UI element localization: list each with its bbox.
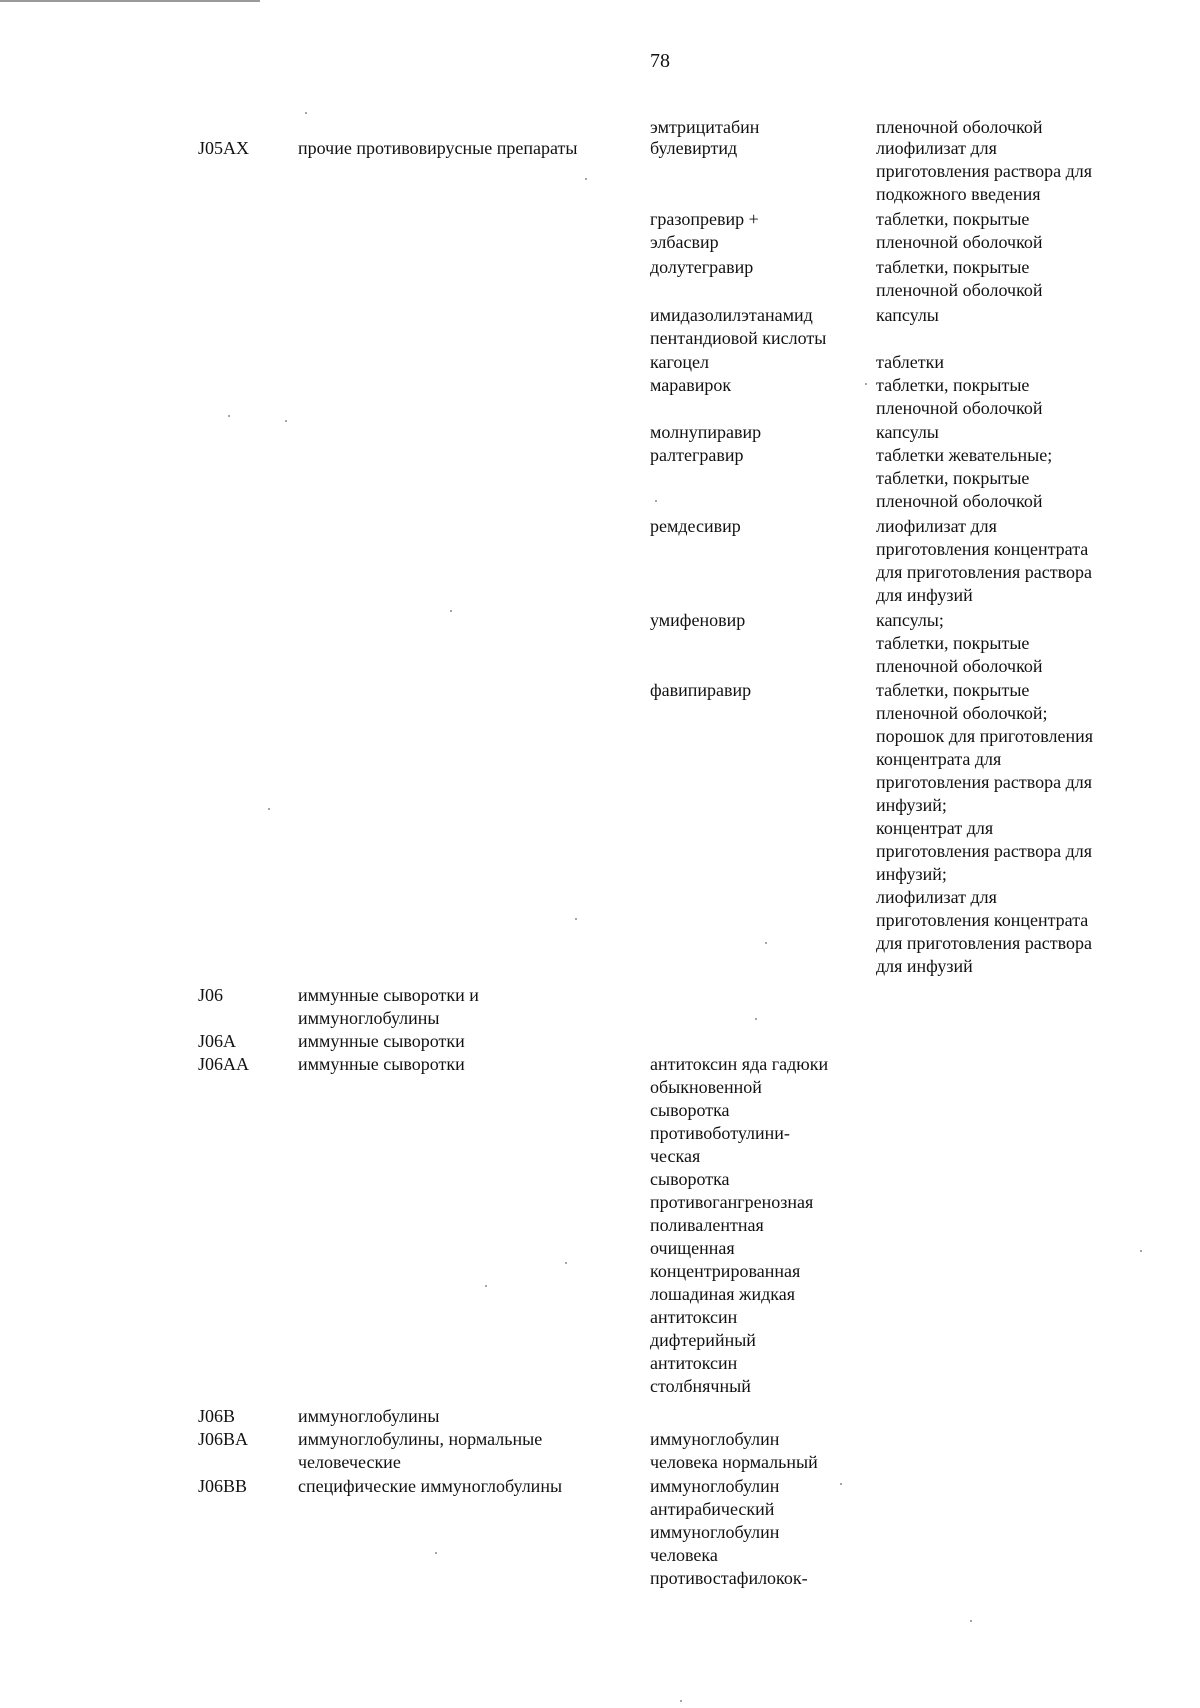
scan-speck: [585, 178, 587, 180]
drug-name: долутегравир: [650, 257, 754, 277]
drug-name: эмтрицитабин: [650, 117, 760, 137]
drug-name: фавипиравир: [650, 680, 752, 700]
drug-name: маравирок: [650, 375, 732, 395]
atc-group-name: иммуноглобулины, нормальные человеческие: [298, 1429, 543, 1472]
scan-speck: [680, 1700, 682, 1702]
atc-code: J06A: [198, 1031, 237, 1051]
scan-speck: [1140, 1250, 1142, 1252]
drug-name: антитоксин яда гадюки обыкновенной сыворотка противоботулини- ческая сыворотка противогангренозная поливалентная очищенная концентрированная лошадиная жидкая антитоксин дифтерийный антитоксин столбнячный: [650, 1054, 829, 1396]
drug-name: гразопревир + элбасвир: [650, 209, 759, 252]
dosage-form: таблетки, покрытые пленочной оболочкой: [876, 209, 1043, 252]
dosage-form: таблетки, покрытые пленочной оболочкой: [876, 257, 1043, 300]
drug-name: булевиртид: [650, 138, 738, 158]
scan-speck: [285, 420, 287, 422]
scan-speck: [655, 500, 657, 502]
page-number: 78: [650, 50, 670, 72]
dosage-form: таблетки, покрытые пленочной оболочкой; порошок для приготовления концентрата для приготовления раствора для инфузий; концентрат для приготовления раствора для инфузий; лиофилизат для приготовления концентрата для приготовления раствора для инфузий: [876, 680, 1094, 976]
dosage-form: пленочной оболочкой: [876, 117, 1043, 137]
scan-speck: [435, 1552, 437, 1554]
scan-speck: [755, 1018, 757, 1020]
drug-name: ремдесивир: [650, 516, 741, 536]
atc-group-name: прочие противовирусные препараты: [298, 138, 578, 158]
dosage-form: таблетки: [876, 352, 945, 372]
atc-code: J06B: [198, 1406, 236, 1426]
scan-speck: [575, 918, 577, 920]
dosage-form: лиофилизат для приготовления раствора для подкожного введения: [876, 138, 1092, 204]
drug-name: иммуноглобулин человека нормальный: [650, 1429, 818, 1472]
scan-speck: [765, 942, 767, 944]
dosage-form: лиофилизат для приготовления концентрата для приготовления раствора для инфузий: [876, 516, 1092, 605]
dosage-form: капсулы: [876, 305, 939, 325]
scan-speck: [228, 415, 230, 417]
atc-group-name: иммунные сыворотки и иммуноглобулины: [298, 985, 479, 1028]
drug-name: молнупиравир: [650, 422, 762, 442]
scan-top-rule: [0, 0, 260, 2]
atc-code: J06AA: [198, 1054, 250, 1074]
scan-speck: [840, 1483, 842, 1485]
atc-group-name: иммунные сыворотки: [298, 1054, 465, 1074]
dosage-form: капсулы: [876, 422, 939, 442]
dosage-form: таблетки, покрытые пленочной оболочкой: [876, 375, 1043, 418]
atc-group-name: иммуноглобулины: [298, 1406, 440, 1426]
scan-speck: [565, 1262, 567, 1264]
drug-name: ралтегравир: [650, 445, 744, 465]
scan-speck: [865, 383, 867, 385]
atc-code: J06BB: [198, 1476, 248, 1496]
atc-group-name: иммунные сыворотки: [298, 1031, 465, 1051]
dosage-form: капсулы; таблетки, покрытые пленочной оболочкой: [876, 610, 1043, 676]
atc-code: J06BA: [198, 1429, 249, 1449]
atc-group-name: специфические иммуноглобулины: [298, 1476, 563, 1496]
dosage-form: таблетки жевательные; таблетки, покрытые пленочной оболочкой: [876, 445, 1053, 511]
scan-speck: [268, 808, 270, 810]
scan-speck: [970, 1620, 972, 1622]
atc-code: J05AX: [198, 138, 250, 158]
drug-name: иммуноглобулин антирабический иммуноглобулин человека противостафилокок-: [650, 1476, 808, 1588]
scan-speck: [305, 112, 307, 114]
drug-name: умифеновир: [650, 610, 746, 630]
scan-speck: [485, 1285, 487, 1287]
drug-name: кагоцел: [650, 352, 710, 372]
scan-speck: [450, 610, 452, 612]
atc-code: J06: [198, 985, 224, 1005]
drug-name: имидазолилэтанамид пентандиовой кислоты: [650, 305, 827, 348]
